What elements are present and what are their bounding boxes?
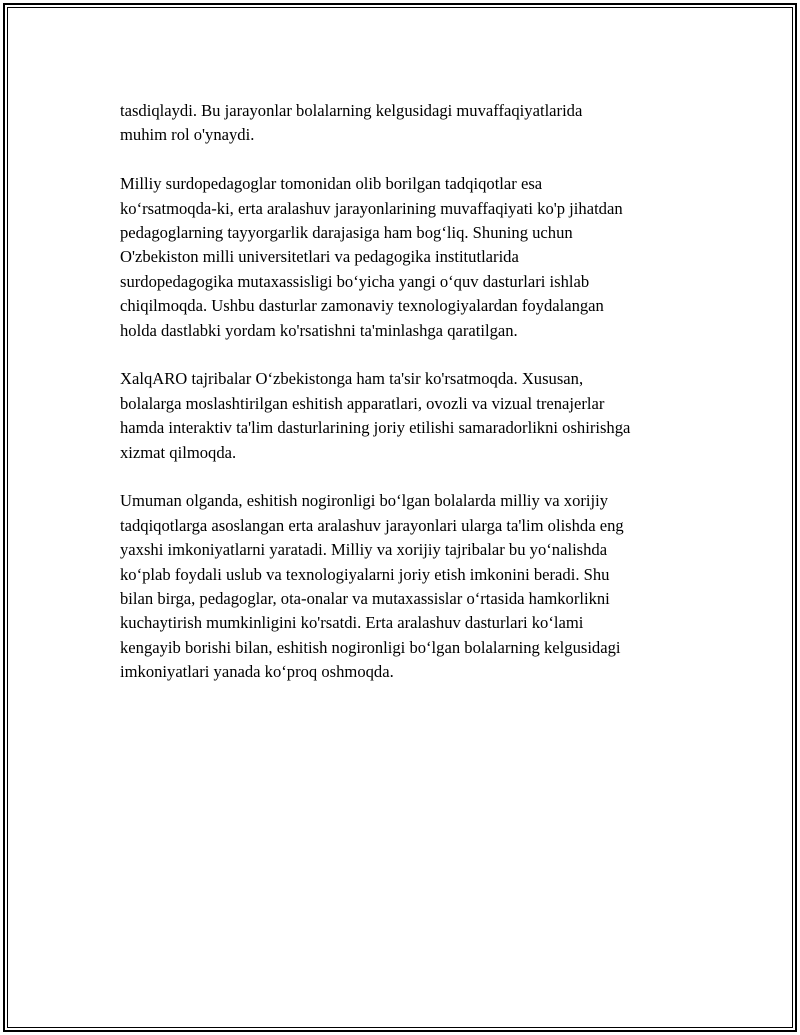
text-line: ko‘plab foydali uslub va texnologiyalarni joriy etish imkonini beradi. Shu [120,564,610,584]
text-line: XalqARO tajribalar O‘zbekistonga ham ta'sir ko'rsatmoqda. Xususan, [120,369,584,389]
text-line: O'zbekiston milli universitetlari va pedagogika institutlarida [120,247,519,267]
text-line: hamda interaktiv ta'lim dasturlarining joriy etilishi samaradorlikni oshirishga [120,418,631,438]
paragraph-2 [120,172,700,343]
page-frame [3,3,797,1032]
paragraph-4 [120,489,700,684]
paragraph-3 [120,367,700,465]
paragraph-1 [120,99,700,148]
text-line: pedagoglarning tayyorgarlik darajasiga ham bog‘liq. Shuning uchun [120,223,573,243]
text-line: bolalarga moslashtirilgan eshitish apparatlari, ovozli va vizual trenajerlar [120,393,605,413]
text-line: chiqilmoqda. Ushbu dasturlar zamonaviy texnologiyalardan foydalangan [120,296,604,316]
text-line: tadqiqotlarga asoslangan erta aralashuv jarayonlari ularga ta'lim olishda eng [120,515,624,535]
text-line: xizmat qilmoqda. [120,442,237,462]
text-line: muhim rol o'ynaydi. [120,125,255,145]
text-line: Umuman olganda, eshitish nogironligi bo‘lgan bolalarda milliy va xorijiy [120,491,609,511]
text-line: holda dastlabki yordam ko'rsatishni ta'minlashga qaratilgan. [120,320,518,340]
text-line: bilan birga, pedagoglar, ota-onalar va mutaxassislar o‘rtasida hamkorlikni [120,589,610,609]
text-line: ko‘rsatmoqda-ki, erta aralashuv jarayonlarining muvaffaqiyati ko'p jihatdan [120,198,623,218]
text-line: Milliy surdopedagoglar tomonidan olib borilgan tadqiqotlar esa [120,174,543,194]
text-line: surdopedagogika mutaxassisligi bo‘yicha yangi o‘quv dasturlari ishlab [120,271,590,291]
text-line: yaxshi imkoniyatlarni yaratadi. Milliy va xorijiy tajribalar bu yo‘nalishda [120,540,608,560]
text-line: kengayib borishi bilan, eshitish nogironligi bo‘lgan bolalarning kelgusidagi [120,637,621,657]
document-body [120,99,700,709]
text-line: imkoniyatlari yanada ko‘proq oshmoqda. [120,662,394,682]
text-line: tasdiqlaydi. Bu jarayonlar bolalarning kelgusidagi muvaffaqiyatlarida [120,101,583,120]
text-line: kuchaytirish mumkinligini ko'rsatdi. Erta aralashuv dasturlari ko‘lami [120,613,584,633]
